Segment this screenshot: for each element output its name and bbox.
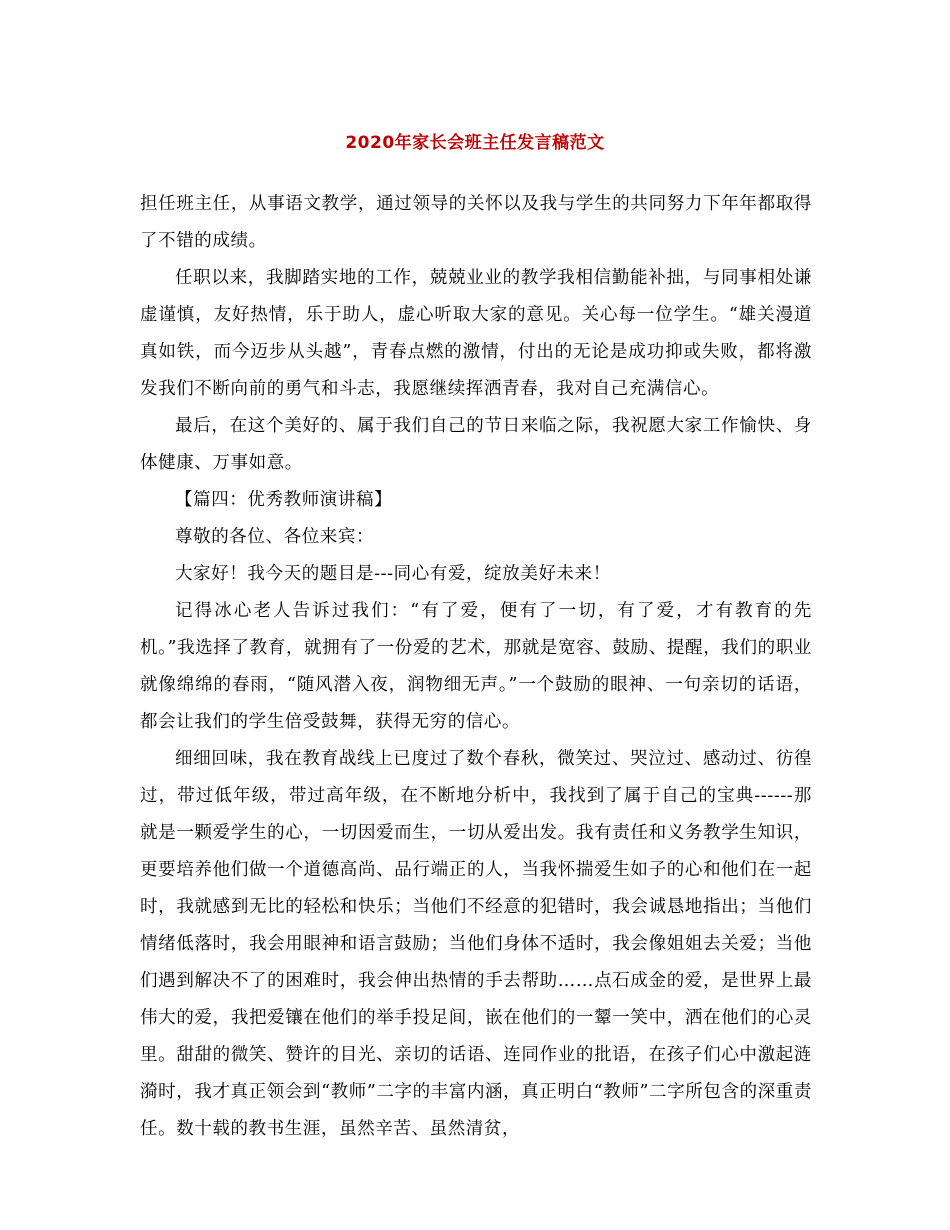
paragraph: 细细回味，我在教育战线上已度过了数个春秋，微笑过、哭泣过、感动过、彷徨过，带过低年级，带过高年级，在不断地分析中，我找到了属于自己的宝典------那就是一颗爱学生的心，一切因爱而生，一切从爱出发。我有责任和义务教学生知识，更要培养他们做一个道德高尚、品行端正的人，当我怀揣爱生如子的心和他们在一起时，我就感到无比的轻松和快乐；当他们不经意的犯错时，我会诚恳地指出；当他们情绪低落时，我会用眼神和语言鼓励；当他们身体不适时，我会像姐姐去关爱；当他们遇到解决不了的困难时，我会伸出热情的手去帮助……点石成金的爱，是世界上最伟大的爱，我把爱镶在他们的举手投足间，嵌在他们的一颦一笑中，洒在他们的心灵里。甜甜的微笑、赞许的目光、亲切的话语、连同作业的批语，在孩子们心中激起涟漪时，我才真正领会到“教师”二字的丰富内涵，真正明白“教师”二字所包含的深重责任。数十载的教书生涯，虽然辛苦、虽然清贫， <box>140 749 812 1139</box>
paragraph: 任职以来，我脚踏实地的工作，兢兢业业的教学我相信勤能补拙，与同事相处谦虚谨慎，友好热情，乐于助人，虚心听取大家的意见。关心每一位学生。“雄关漫道真如铁，而今迈步从头越”，青春点燃的激情，付出的无论是成功抑或失败，都将激发我们不断向前的勇气和斗志，我愿继续挥洒青春，我对自己充满信心。 <box>140 268 812 399</box>
document-title: 2020年家长会班主任发言稿范文 <box>345 133 605 153</box>
section-heading: 【篇四：优秀教师演讲稿】 <box>175 490 393 510</box>
salutation: 尊敬的各位、各位来宾： <box>175 527 375 547</box>
paragraph: 最后，在这个美好的、属于我们自己的节日来临之际，我祝愿大家工作愉快、身体健康、万事如意。 <box>140 416 812 473</box>
document-body <box>140 186 812 1148</box>
paragraph: 担任班主任，从事语文教学，通过领导的关怀以及我与学生的共同努力下年年都取得了不错的成绩。 <box>140 194 812 251</box>
paragraph: 记得冰心老人告诉过我们：“有了爱，便有了一切，有了爱，才有教育的先机。”我选择了教育，就拥有了一份爱的艺术，那就是宽容、鼓励、提醒，我们的职业就像绵绵的春雨，“随风潜入夜，润物细无声。”一个鼓励的眼神、一句亲切的话语，都会让我们的学生倍受鼓舞，获得无穷的信心。 <box>140 601 812 732</box>
paragraph: 大家好！我今天的题目是---同心有爱，绽放美好未来！ <box>175 564 611 584</box>
